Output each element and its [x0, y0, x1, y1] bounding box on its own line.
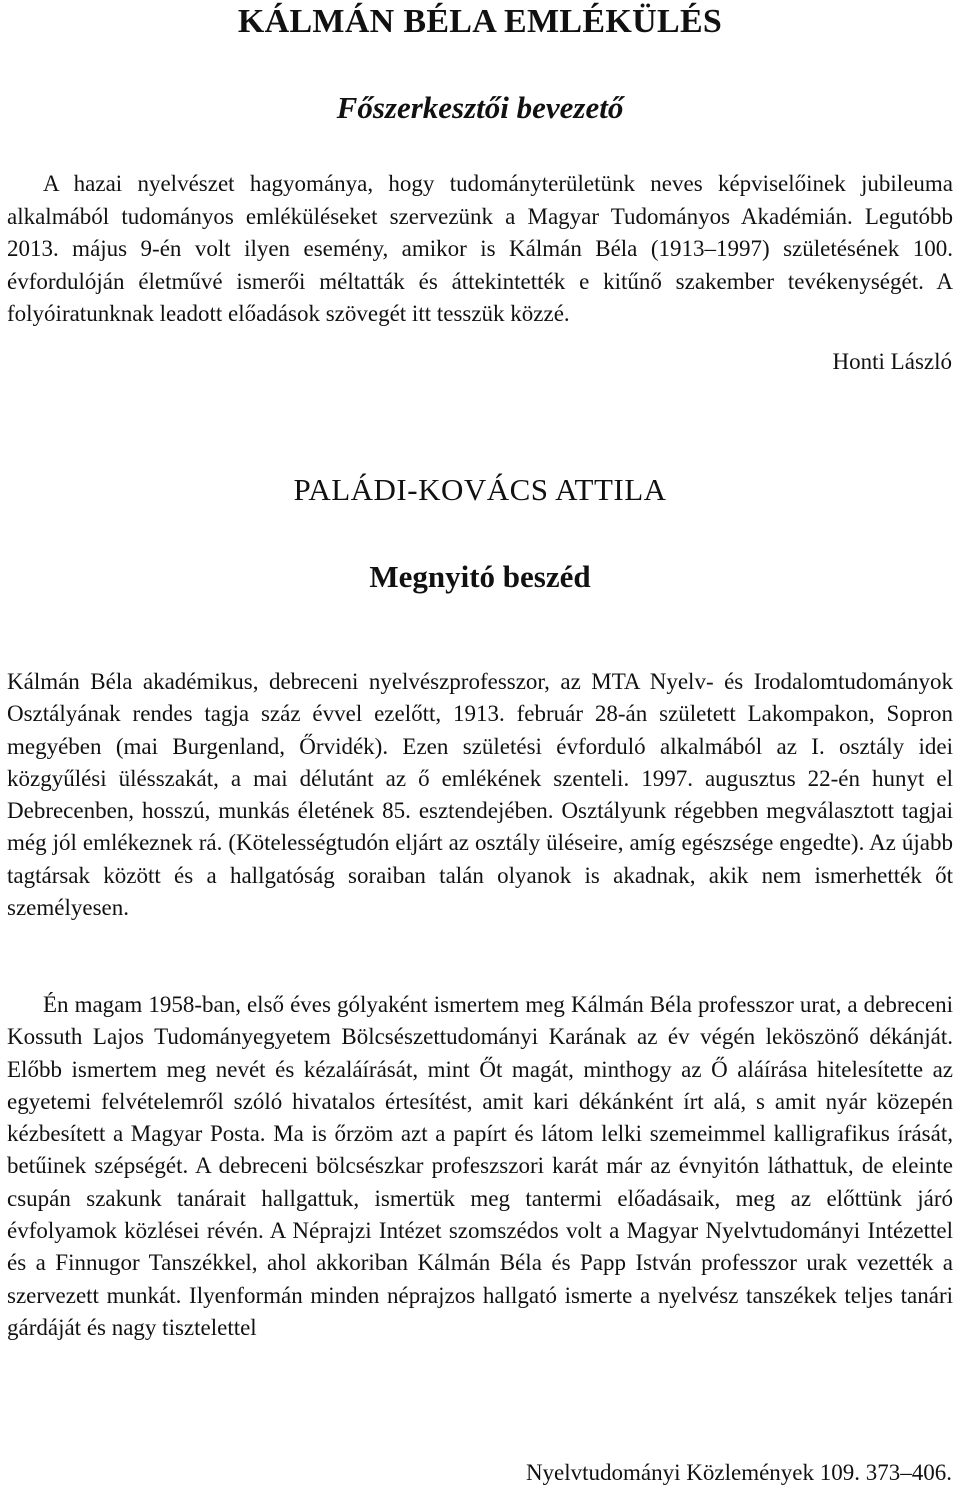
body-paragraph-1: Kálmán Béla akadémikus, debreceni nyelvészprofesszor, az MTA Nyelv- és Irodalomtudományok Osztályának rendes tagja száz évvel ezelőtt, 1913. február 28-án született Lakompakon, Sopron megyében (mai Burgenland, Őrvidék). Ezen születési évforduló alkalmából az I. osztály idei közgyűlési ülésszakát, a mai délutánt az ő emlékének szenteli. 1997. augusztus 22-én hunyt el Debrecenben, hosszú, munkás életének 85. esztendejében. Osztályunk régebben megválasztott tagjai még jól emlékeznek rá. (Kötelességtudón eljárt az osztály üléseire, amíg egészsége engedte). Az újabb tagtársak között és a hallgatóság soraiban talán olyanok is akadnak, akik nem ismerhették őt személyesen.: [7, 669, 953, 921]
page-title: KÁLMÁN BÉLA EMLÉKÜLÉS: [237, 3, 723, 40]
intro-signature: Honti László: [832, 349, 952, 374]
section-subtitle: Főszerkesztői bevezető: [336, 90, 624, 125]
journal-citation: Nyelvtudományi Közlemények 109. 373–406.: [525, 1460, 952, 1485]
article-title: Megnyitó beszéd: [369, 559, 591, 594]
body-paragraph-2: Én magam 1958-ban, első éves gólyaként ismertem meg Kálmán Béla professzor urat, a debreceni Kossuth Lajos Tudományegyetem Bölcsészettudományi Karának az év végén leköszönő dékánját. Előbb ismertem meg nevét és kézaláírását, mint Őt magát, minthogy az Ő aláírása hitelesítette az egyetemi felvételemről szóló hivatalos értesítést, amit kari dékánként írt alá, s amit nyár közepén kézbesített a Magyar Posta. Ma is őrzöm azt a papírt és látom lelki szemeimmel kalligrafikus írását, betűinek szépségét. A debreceni bölcsészkar profeszszori karát már az évnyitón láthattuk, de eleinte csupán szakunk tanárait hallgattuk, ismertük meg tantermi előadásaik, meg az előttünk járó évfolyamok közlései révén. A Néprajzi Intézet szomszédos volt a Magyar Nyelvtudományi Intézettel és a Finnugor Tanszékkel, ahol akkoriban Kálmán Béla és Papp István professzor urak vezették a szervezett munkát. Ilyenformán minden néprajzos hallgató ismerte a nyelvész tanszékek teljes tanári gárdáját és nagy tisztelettel: [7, 992, 953, 1340]
intro-paragraph: A hazai nyelvészet hagyománya, hogy tudományterületünk neves képviselőinek jubileuma alkalmából tudományos emléküléseket szervezünk a Magyar Tudományos Akadémián. Legutóbb 2013. május 9-én volt ilyen esemény, amikor is Kálmán Béla (1913–1997) születésének 100. évfordulóján életművé ismerői méltatták és áttekintették e kitűnő szakember tevékenységét. A folyóiratunknak leadott előadások szövegét itt tesszük közzé.: [7, 171, 953, 326]
article-author: PALÁDI-KOVÁCS ATTILA: [293, 472, 667, 507]
